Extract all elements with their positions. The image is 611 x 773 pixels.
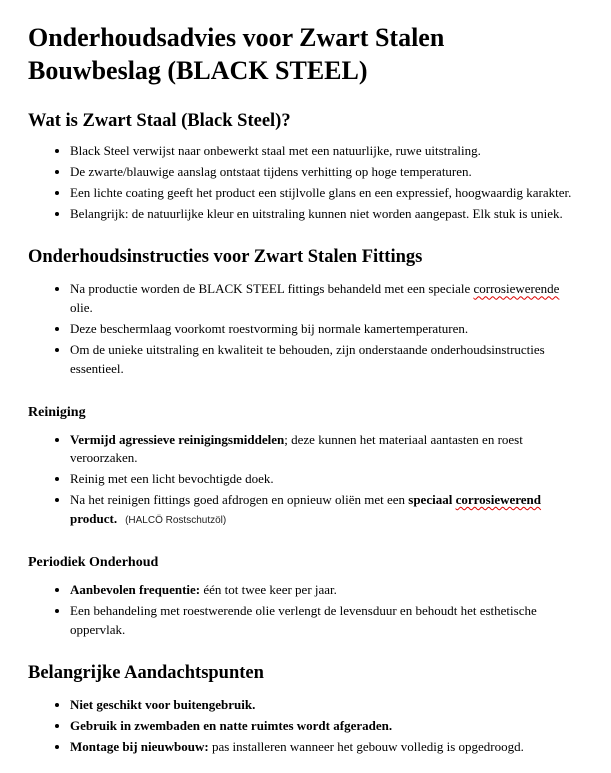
list-item-text: De zwarte/blauwige aanslag ontstaat tijdens verhitting op hoge temperaturen. <box>70 163 472 179</box>
list-item <box>70 431 581 469</box>
list-item-bold-text: speciaal <box>408 492 456 508</box>
misspelled-word: corrosiewerend <box>455 492 542 508</box>
list-item <box>70 205 581 224</box>
list-item-text: één tot twee keer per jaar. <box>200 581 337 597</box>
list-item-text: ; deze kunnen het materiaal aantasten en roest veroorzaken. <box>70 431 523 466</box>
list-item-text: Om de unieke uitstraling en kwaliteit te behouden, zijn onderstaande onderhoudsinstructies essentieel. <box>70 341 545 376</box>
list-item-bold-text: Gebruik in zwembaden en natte ruimtes wordt afgeraden. <box>70 718 393 734</box>
list-item <box>70 696 581 715</box>
list-item-text: olie. <box>70 300 93 316</box>
list-item <box>70 470 581 489</box>
list-item <box>70 280 581 318</box>
list-item-bold-text: Niet geschikt voor buitengebruik. <box>70 697 256 713</box>
list-item <box>70 341 581 379</box>
list-item <box>70 738 581 757</box>
page-title: Onderhoudsadvies voor Zwart Stalen Bouwbeslag (BLACK STEEL) <box>28 23 445 85</box>
list-item-bold-text: Vermijd agressieve reinigingsmiddelen <box>70 431 285 447</box>
cleaning-list <box>28 431 581 529</box>
list-item-bold-text: Montage bij nieuwbouw: <box>70 739 209 755</box>
subsection-heading-periodic: Periodiek Onderhoud <box>28 554 159 570</box>
product-note: (HALCÖ Rostschutzöl) <box>125 514 227 526</box>
list-item-bold-text: Aanbevolen frequentie: <box>70 581 201 597</box>
list-item-text: Een lichte coating geeft het product een stijlvolle glans en een expressief, hoogwaardig karakter. <box>70 184 572 200</box>
list-item <box>70 142 581 161</box>
subsection-heading-cleaning: Reiniging <box>28 404 86 420</box>
what-is-list <box>28 142 581 223</box>
list-item-text: Deze beschermlaag voorkomt roestvorming bij normale kamertemperaturen. <box>70 321 469 337</box>
section-heading-what-is: Wat is Zwart Staal (Black Steel)? <box>28 111 291 131</box>
list-item <box>70 581 581 600</box>
list-item <box>70 320 581 339</box>
periodic-list <box>28 581 581 640</box>
list-item-text: Na het reinigen fittings goed afdrogen en opnieuw oliën met een <box>70 492 409 508</box>
list-item <box>70 602 581 640</box>
list-item-text: pas installeren wanneer het gebouw volledig is opgedroogd. <box>208 739 524 755</box>
list-item-text: Na productie worden de BLACK STEEL fittings behandeld met een speciale <box>70 281 474 297</box>
list-item-text: Belangrijk: de natuurlijke kleur en uitstraling kunnen niet worden aangepast. Elk stuk is uniek. <box>70 205 563 221</box>
list-item <box>70 717 581 736</box>
misspelled-word: corrosiewerende <box>473 281 560 297</box>
list-item-text: Een behandeling met roestwerende olie verlengt de levensduur en behoudt het esthetische oppervlak. <box>70 602 537 637</box>
list-item <box>70 163 581 182</box>
list-item <box>70 184 581 203</box>
list-item <box>70 491 581 529</box>
list-item-bold-text: product. <box>70 510 118 526</box>
important-list <box>28 696 581 757</box>
instructions-list <box>28 280 581 378</box>
list-item-text: Black Steel verwijst naar onbewerkt staal met een natuurlijke, ruwe uitstraling. <box>70 143 481 158</box>
list-item-text: Reinig met een licht bevochtigde doek. <box>70 471 274 487</box>
section-heading-instructions: Onderhoudsinstructies voor Zwart Stalen Fittings <box>28 247 423 268</box>
section-heading-important: Belangrijke Aandachtspunten <box>28 663 264 684</box>
